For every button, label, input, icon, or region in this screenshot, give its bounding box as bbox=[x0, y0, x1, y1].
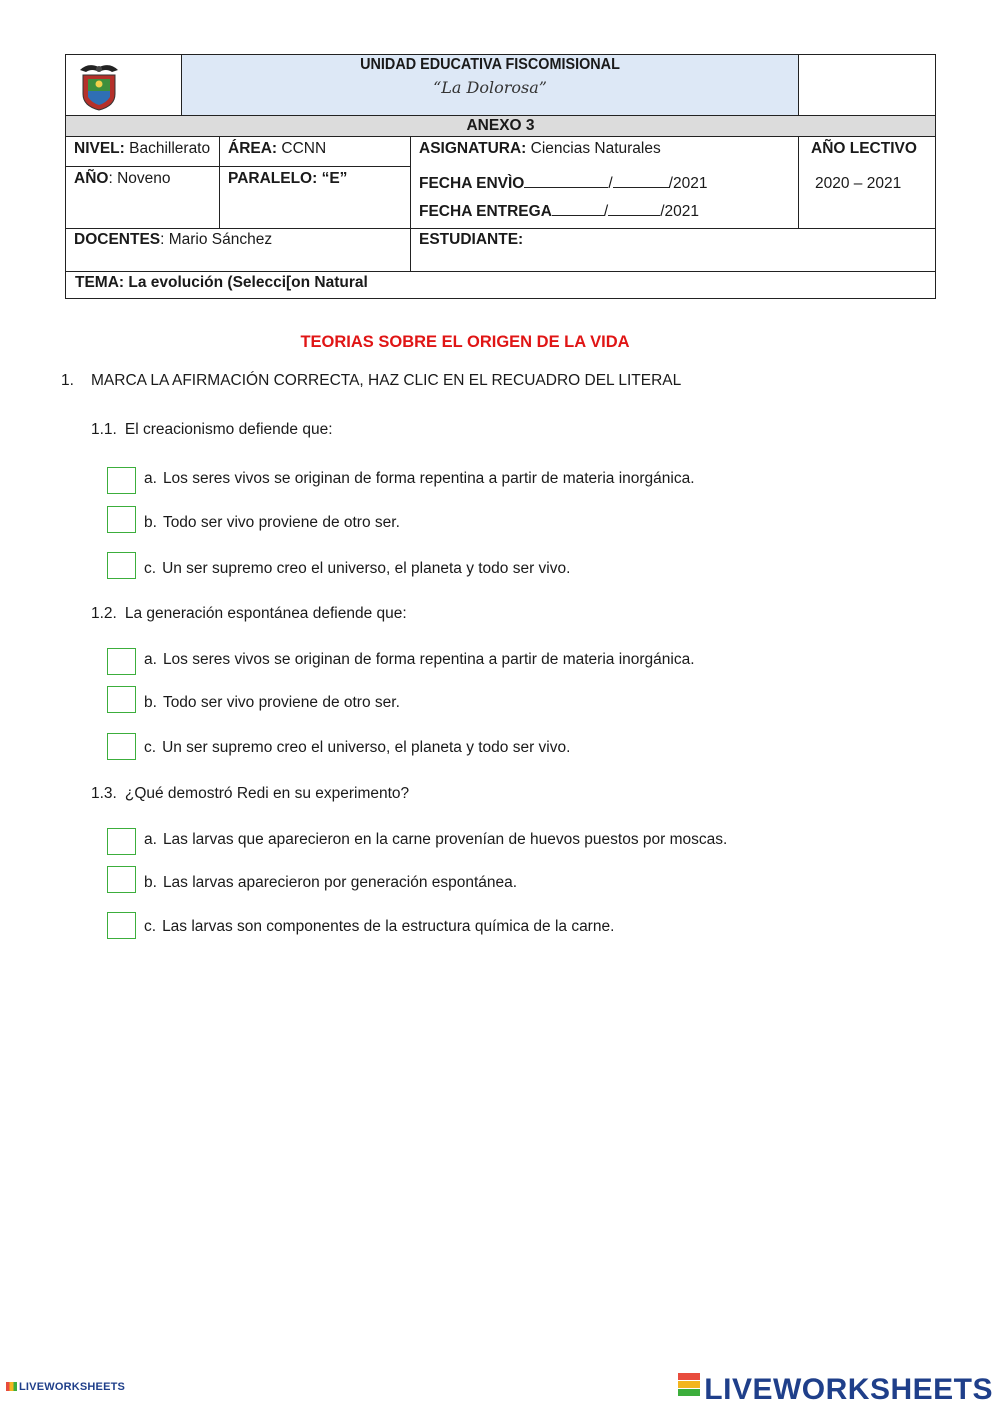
question-text: La generación espontánea defiende que: bbox=[124, 605, 407, 622]
header-table bbox=[65, 54, 936, 299]
anio-value: : Noveno bbox=[108, 170, 171, 187]
question-text: ¿Qué demostró Redi en su experimento? bbox=[124, 785, 410, 802]
option-letter: c. bbox=[144, 560, 157, 577]
fecha-entrega-row: FECHA ENTREGA / /2021 bbox=[419, 203, 700, 220]
area-value: CCNN bbox=[281, 140, 327, 157]
docentes-label: DOCENTES bbox=[74, 231, 161, 248]
option-text: Un ser supremo creo el universo, el planeta y todo ser vivo. bbox=[162, 560, 571, 577]
anio-lectivo-label: AÑO LECTIVO bbox=[811, 140, 917, 157]
annex-label: ANEXO 3 bbox=[66, 116, 936, 137]
question-1-1 bbox=[91, 421, 333, 439]
option-text: Un ser supremo creo el universo, el planeta y todo ser vivo. bbox=[162, 739, 571, 756]
school-name-cell bbox=[182, 55, 799, 116]
answer-checkbox[interactable] bbox=[107, 866, 136, 893]
nivel-label: NIVEL: bbox=[74, 140, 125, 157]
option-text: Las larvas aparecieron por generación espontánea. bbox=[162, 874, 518, 891]
liveworksheets-small-logo: LIVEWORKSHEETS bbox=[6, 1381, 125, 1393]
option-letter: a. bbox=[144, 831, 157, 848]
option-text: Todo ser vivo proviene de otro ser. bbox=[162, 514, 400, 531]
option-letter: b. bbox=[144, 694, 157, 711]
answer-checkbox[interactable] bbox=[107, 552, 136, 579]
option-letter: b. bbox=[144, 874, 157, 891]
option-text: Todo ser vivo proviene de otro ser. bbox=[162, 694, 400, 711]
question-1-2 bbox=[91, 605, 407, 623]
logo-cell bbox=[66, 55, 182, 116]
docentes-value: : Mario Sánchez bbox=[160, 231, 273, 248]
tema-cell bbox=[66, 272, 936, 299]
answer-checkbox[interactable] bbox=[107, 506, 136, 533]
option-text: Los seres vivos se originan de forma repentina a partir de materia inorgánica. bbox=[162, 651, 695, 668]
option-letter: b. bbox=[144, 514, 157, 531]
instruction bbox=[61, 372, 681, 390]
fecha-envio-label: FECHA ENVÌO bbox=[419, 175, 525, 192]
liveworksheets-logo[interactable]: LIVEWORKSHEETS bbox=[678, 1372, 993, 1407]
option-letter: a. bbox=[144, 470, 157, 487]
question-number: 1.1. bbox=[91, 421, 117, 438]
liveworksheets-mark-icon bbox=[678, 1372, 700, 1397]
answer-checkbox[interactable] bbox=[107, 686, 136, 713]
question-1-3 bbox=[91, 785, 409, 803]
top-right-empty-cell bbox=[799, 55, 936, 116]
asignatura-fechas-cell bbox=[411, 137, 799, 229]
option-letter: c. bbox=[144, 918, 157, 935]
anio-label: AÑO bbox=[74, 170, 109, 187]
answer-checkbox[interactable] bbox=[107, 912, 136, 939]
question-text: El creacionismo defiende que: bbox=[124, 421, 333, 438]
page-title: TEORIAS SOBRE EL ORIGEN DE LA VIDA bbox=[300, 333, 630, 351]
liveworksheets-mark-icon bbox=[6, 1382, 17, 1391]
school-name: UNIDAD EDUCATIVA FISCOMISIONAL bbox=[360, 56, 620, 73]
option-text: Los seres vivos se originan de forma repentina a partir de materia inorgánica. bbox=[162, 470, 695, 487]
answer-checkbox[interactable] bbox=[107, 467, 136, 494]
fecha-entrega-month-blank[interactable] bbox=[608, 201, 660, 216]
fecha-envio-day-blank[interactable] bbox=[524, 173, 608, 188]
tema-text: TEMA: La evolución (Selecci[on Natural bbox=[75, 274, 368, 291]
option-text: Las larvas son componentes de la estructura química de la carne. bbox=[162, 918, 615, 935]
area-label: ÁREA: bbox=[228, 140, 278, 157]
estudiante-cell bbox=[411, 229, 936, 272]
option-letter: a. bbox=[144, 651, 157, 668]
question-number: 1.2. bbox=[91, 605, 117, 622]
anio-lectivo-value: 2020 – 2021 bbox=[815, 175, 902, 192]
anio-lectivo-cell bbox=[799, 137, 936, 229]
paralelo-label: PARALELO: “E” bbox=[228, 170, 348, 187]
estudiante-label: ESTUDIANTE: bbox=[419, 231, 524, 248]
nivel-anio-cell bbox=[66, 137, 220, 229]
asignatura-value: Ciencias Naturales bbox=[530, 140, 661, 157]
option-letter: c. bbox=[144, 739, 157, 756]
nivel-value: Bachillerato bbox=[129, 140, 211, 157]
instruction-text: MARCA LA AFIRMACIÓN CORRECTA, HAZ CLIC EN EL RECUADRO DEL LITERAL bbox=[91, 372, 682, 389]
school-motto: “La Dolorosa” bbox=[433, 78, 547, 97]
option-text: Las larvas que aparecieron en la carne provenían de huevos puestos por moscas. bbox=[162, 831, 728, 848]
docentes-cell bbox=[66, 229, 411, 272]
answer-checkbox[interactable] bbox=[107, 648, 136, 675]
instruction-number: 1. bbox=[61, 372, 74, 389]
fecha-entrega-label: FECHA ENTREGA bbox=[419, 203, 552, 220]
asignatura-label: ASIGNATURA: bbox=[419, 140, 527, 157]
answer-checkbox[interactable] bbox=[107, 828, 136, 855]
school-crest-logo bbox=[76, 60, 122, 112]
fecha-envio-row: FECHA ENVÌO / /2021 bbox=[419, 175, 708, 192]
fecha-entrega-day-blank[interactable] bbox=[552, 201, 604, 216]
answer-checkbox[interactable] bbox=[107, 733, 136, 760]
question-number: 1.3. bbox=[91, 785, 117, 802]
area-paralelo-cell bbox=[220, 137, 411, 229]
fecha-envio-month-blank[interactable] bbox=[613, 173, 669, 188]
